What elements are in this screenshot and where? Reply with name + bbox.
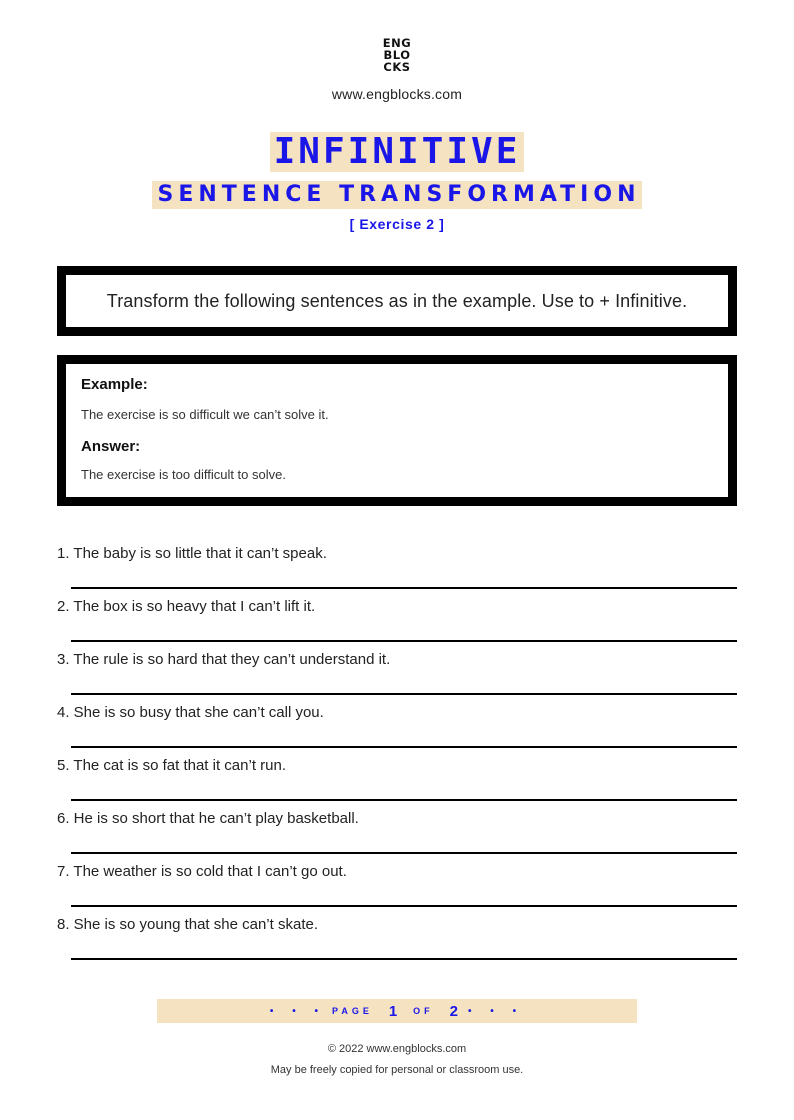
total-pages-number: 2 — [449, 1002, 459, 1020]
page-word: PAGE — [331, 1006, 373, 1016]
logo-line: CKS — [383, 60, 411, 74]
answer-line[interactable] — [71, 799, 737, 801]
engblocks-logo — [0, 37, 794, 73]
question-item: 2. The box is so heavy that I can’t lift it. — [57, 598, 316, 615]
question-item: 1. The baby is so little that it can’t speak. — [57, 545, 327, 562]
question-item: 5. The cat is so fat that it can’t run. — [57, 757, 287, 774]
footer-license: May be freely copied for personal or classroom use. — [270, 1064, 524, 1076]
answer-label: Answer: — [81, 438, 141, 455]
question-item: 4. She is so busy that she can’t call you. — [57, 704, 324, 721]
answer-text: The exercise is too difficult to solve. — [81, 467, 286, 482]
example-box — [57, 355, 737, 506]
of-word: OF — [413, 1006, 434, 1016]
answer-line[interactable] — [71, 693, 737, 695]
pagination-dots: • • • — [269, 1005, 326, 1017]
question-item: 7. The weather is so cold that I can’t go out. — [57, 863, 347, 880]
logo-line: BLO — [383, 48, 411, 62]
question-item: 8. She is so young that she can’t skate. — [57, 916, 318, 933]
site-url[interactable]: www.engblocks.com — [331, 86, 463, 102]
subtitle-container — [0, 181, 794, 209]
answer-line[interactable] — [71, 587, 737, 589]
answer-line[interactable] — [71, 852, 737, 854]
answer-line[interactable] — [71, 905, 737, 907]
instructions-box — [57, 266, 737, 336]
answer-line[interactable] — [71, 640, 737, 642]
page-indicator — [157, 999, 637, 1023]
answer-line[interactable] — [71, 958, 737, 960]
pagination-dots: • • • — [468, 1005, 525, 1017]
question-item: 6. He is so short that he can’t play basketball. — [57, 810, 359, 827]
example-label: Example: — [81, 376, 148, 393]
instructions-text: Transform the following sentences as in the example. Use to + Infinitive. — [106, 290, 688, 311]
answer-line[interactable] — [71, 746, 737, 748]
worksheet-title: INFINITIVE — [270, 132, 525, 172]
worksheet-subtitle: SENTENCE TRANSFORMATION — [152, 181, 643, 209]
question-item: 3. The rule is so hard that they can’t understand it. — [57, 651, 391, 668]
example-text: The exercise is so difficult we can’t solve it. — [81, 407, 329, 422]
exercise-container — [0, 215, 794, 234]
current-page-number: 1 — [388, 1002, 398, 1020]
title-container — [0, 132, 794, 172]
logo-line: ENG — [382, 36, 412, 50]
footer-copyright: © 2022 www.engblocks.com — [327, 1043, 467, 1055]
exercise-label: [ Exercise 2 ] — [349, 216, 445, 232]
